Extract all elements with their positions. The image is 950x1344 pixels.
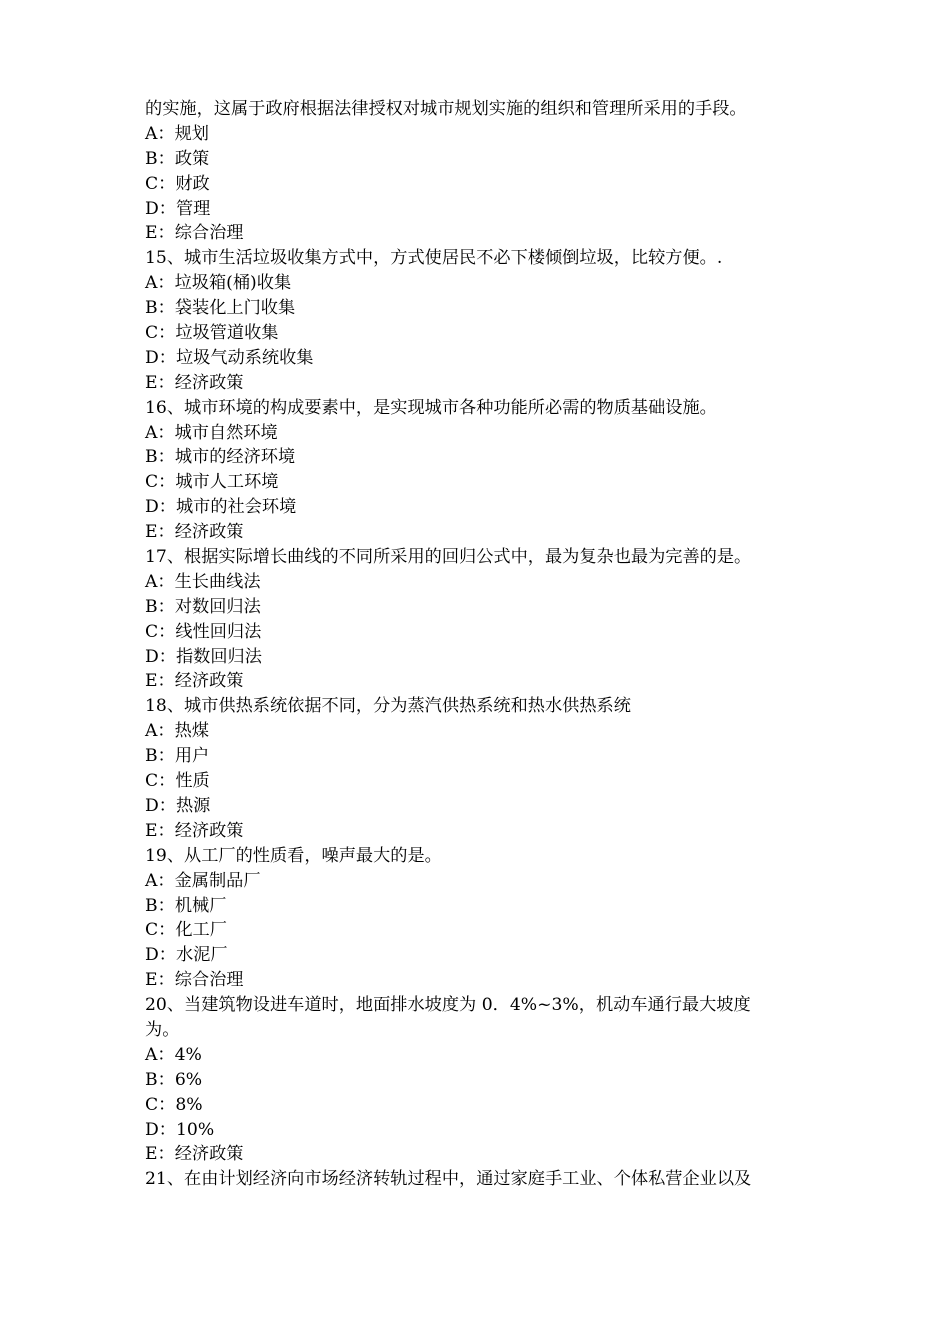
answer-option: A：热煤 [145,721,209,742]
answer-option: D：10% [145,1119,215,1140]
answer-option: E：经济政策 [145,1144,244,1165]
answer-option: D：城市的社会环境 [145,497,297,518]
answer-option: D：指数回归法 [145,646,262,667]
answer-option: B：6% [145,1069,203,1090]
answer-option: B：用户 [145,746,210,767]
question-text-line: 为。 [145,1019,180,1040]
answer-option: E：综合治理 [145,223,244,244]
answer-option: E：经济政策 [145,522,244,543]
answer-option: B：袋装化上门收集 [145,298,296,319]
question-text-line: 19、从工厂的性质看，噪声最大的是。 [145,845,442,866]
answer-option: D：水泥厂 [145,945,228,966]
answer-option: A：生长曲线法 [145,571,261,592]
question-text-line: 16、城市环境的构成要素中，是实现城市各种功能所必需的物质基础设施。 [145,397,717,418]
question-text-line: 21、在由计划经济向市场经济转轨过程中，通过家庭手工业、个体私营企业以及 [145,1169,752,1190]
question-text-line: 的实施，这属于政府根据法律授权对城市规划实施的组织和管理所采用的手段。 [145,99,747,119]
question-text-line: 17、根据实际增长曲线的不同所采用的回归公式中，最为复杂也最为完善的是。 [145,547,752,568]
answer-option: D：管理 [145,198,211,219]
answer-option: B：机械厂 [145,895,227,916]
answer-option: A：规划 [145,123,209,144]
answer-option: D：热源 [145,795,211,816]
answer-option: B：对数回归法 [145,596,261,617]
answer-option: C：垃圾管道收集 [145,323,279,344]
question-text-line: 15、城市生活垃圾收集方式中，方式使居民不必下楼倾倒垃圾，比较方便。. [145,248,723,269]
answer-option: A：城市自然环境 [145,422,278,443]
answer-option: A：垃圾箱(桶)收集 [145,273,292,294]
answer-option: A：4% [145,1044,202,1065]
answer-option: C：线性回归法 [145,621,262,642]
answer-option: C：8% [145,1094,203,1115]
answer-option: C：城市人工环境 [145,472,279,493]
question-text-line: 18、城市供热系统依据不同，分为蒸汽供热系统和热水供热系统 [145,696,631,717]
answer-option: C：化工厂 [145,920,227,941]
answer-option: E：综合治理 [145,970,244,991]
answer-option: B：政策 [145,148,210,169]
answer-option: C：性质 [145,771,210,792]
question-text-line: 20、当建筑物设进车道时，地面排水坡度为 0．4%~3%，机动车通行最大坡度 [145,995,751,1016]
answer-option: A：金属制品厂 [145,870,261,891]
answer-option: E：经济政策 [145,671,244,692]
answer-option: B：城市的经济环境 [145,447,296,468]
answer-option: D：垃圾气动系统收集 [145,347,314,368]
answer-option: E：经济政策 [145,820,244,841]
answer-option: E：经济政策 [145,372,244,393]
document-page [145,97,825,1192]
answer-option: C：财政 [145,173,210,194]
